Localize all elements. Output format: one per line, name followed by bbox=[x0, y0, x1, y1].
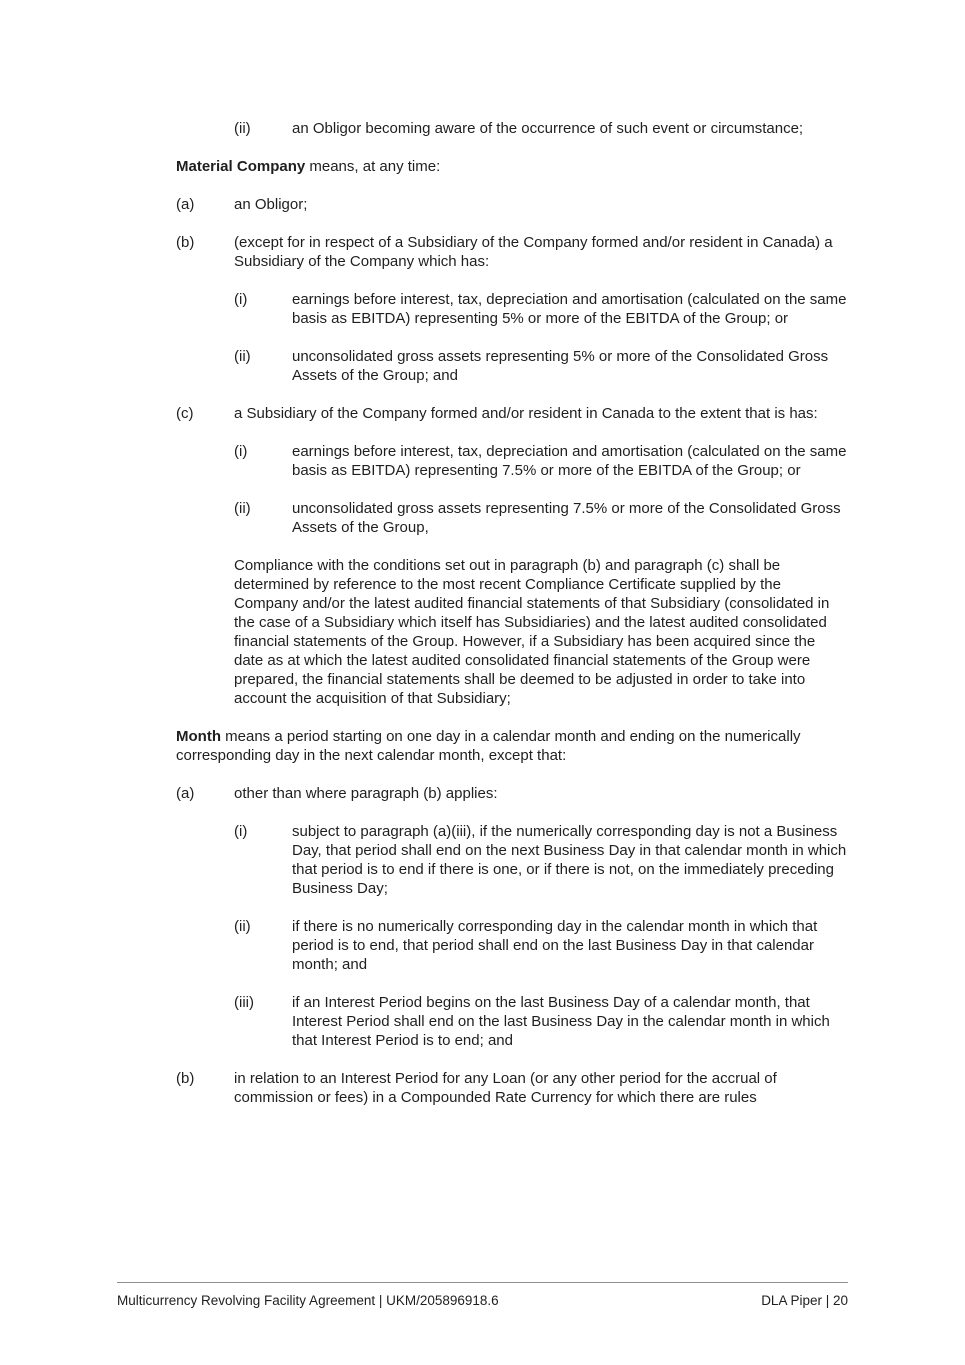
list-item bbox=[176, 195, 848, 214]
document-body bbox=[176, 119, 848, 1126]
list-item-text: a Subsidiary of the Company formed and/or resident in Canada to the extent that is has: bbox=[234, 405, 818, 422]
defined-term: Month bbox=[176, 728, 221, 745]
list-item-text: earnings before interest, tax, depreciation and amortisation (calculated on the same basis as EBITDA) representing 7.5% or more of the EBITDA of the Group; or bbox=[292, 443, 847, 479]
list-marker: (b) bbox=[176, 1070, 195, 1087]
list-item-text: if there is no numerically corresponding day in the calendar month in which that period is to end, that period shall end on the last Business Day in that calendar month; and bbox=[292, 918, 818, 973]
list-marker: (c) bbox=[176, 405, 194, 422]
list-item bbox=[176, 290, 848, 328]
list-item bbox=[176, 233, 848, 271]
list-item bbox=[176, 784, 848, 803]
list-item bbox=[176, 442, 848, 480]
list-item-text: if an Interest Period begins on the last Business Day of a calendar month, that Interest Period shall end on the last Business Day in the calendar month in which that Interest Period is to end; and bbox=[292, 994, 830, 1049]
list-item bbox=[176, 917, 848, 974]
list-marker: (ii) bbox=[234, 918, 251, 935]
list-item bbox=[176, 1069, 848, 1107]
list-item-text: an Obligor; bbox=[234, 196, 308, 213]
list-item-text: unconsolidated gross assets representing 7.5% or more of the Consolidated Gross Assets of the Group, bbox=[292, 500, 841, 536]
list-item-text: earnings before interest, tax, depreciation and amortisation (calculated on the same basis as EBITDA) representing 5% or more of the EBITDA of the Group; or bbox=[292, 291, 847, 327]
list-marker: (i) bbox=[234, 291, 248, 308]
page-footer bbox=[117, 1282, 848, 1309]
list-item bbox=[176, 119, 848, 138]
defined-term: Material Company bbox=[176, 158, 306, 175]
list-item bbox=[176, 993, 848, 1050]
definition-text: means a period starting on one day in a calendar month and ending on the numerically corresponding day in the next calendar month, except that: bbox=[176, 728, 801, 764]
list-marker: (iii) bbox=[234, 994, 254, 1011]
body-paragraph bbox=[234, 556, 848, 708]
list-marker: (ii) bbox=[234, 120, 251, 137]
list-marker: (i) bbox=[234, 823, 248, 840]
list-marker: (ii) bbox=[234, 348, 251, 365]
list-item-text: in relation to an Interest Period for any Loan (or any other period for the accrual of commission or fees) in a Compounded Rate Currency for which there are rules bbox=[234, 1070, 777, 1106]
list-item bbox=[176, 404, 848, 423]
list-marker: (a) bbox=[176, 196, 195, 213]
paragraph-text: Compliance with the conditions set out in paragraph (b) and paragraph (c) shall be determined by reference to the most recent Compliance Certificate supplied by the Company and/or the latest audited financial statements of that Subsidiary (consolidated in the case of a Subsidiary which itself has Subsidiaries) and the latest audited consolidated financial statements of the Group. However, if a Subsidiary has been acquired since the date as at which the latest audited consolidated financial statements of the Group were prepared, the financial statements shall be deemed to be adjusted in order to take into account the acquisition of that Subsidiary; bbox=[234, 557, 830, 707]
list-item-text: unconsolidated gross assets representing 5% or more of the Consolidated Gross Assets of the Group; and bbox=[292, 348, 829, 384]
list-item-text: other than where paragraph (b) applies: bbox=[234, 785, 498, 802]
list-marker: (a) bbox=[176, 785, 195, 802]
definition-paragraph bbox=[176, 157, 848, 176]
list-item bbox=[176, 822, 848, 898]
footer-document-reference: Multicurrency Revolving Facility Agreement | UKM/205896918.6 bbox=[117, 1293, 499, 1308]
definition-text: means, at any time: bbox=[305, 158, 441, 175]
list-item-text: an Obligor becoming aware of the occurrence of such event or circumstance; bbox=[292, 120, 804, 137]
list-item bbox=[176, 347, 848, 385]
definition-paragraph bbox=[176, 727, 848, 765]
footer-firm-page-number: DLA Piper | 20 bbox=[761, 1293, 848, 1308]
list-item-text: (except for in respect of a Subsidiary of the Company formed and/or resident in Canada) a Subsidiary of the Company which has: bbox=[234, 234, 833, 270]
list-item-text: subject to paragraph (a)(iii), if the numerically corresponding day is not a Business Day, that period shall end on the next Business Day in that calendar month in which that period is to end if there is one, or if there is not, on the immediately preceding Business Day; bbox=[292, 823, 847, 897]
list-marker: (ii) bbox=[234, 500, 251, 517]
list-item bbox=[176, 499, 848, 537]
list-marker: (b) bbox=[176, 234, 195, 251]
list-marker: (i) bbox=[234, 443, 248, 460]
